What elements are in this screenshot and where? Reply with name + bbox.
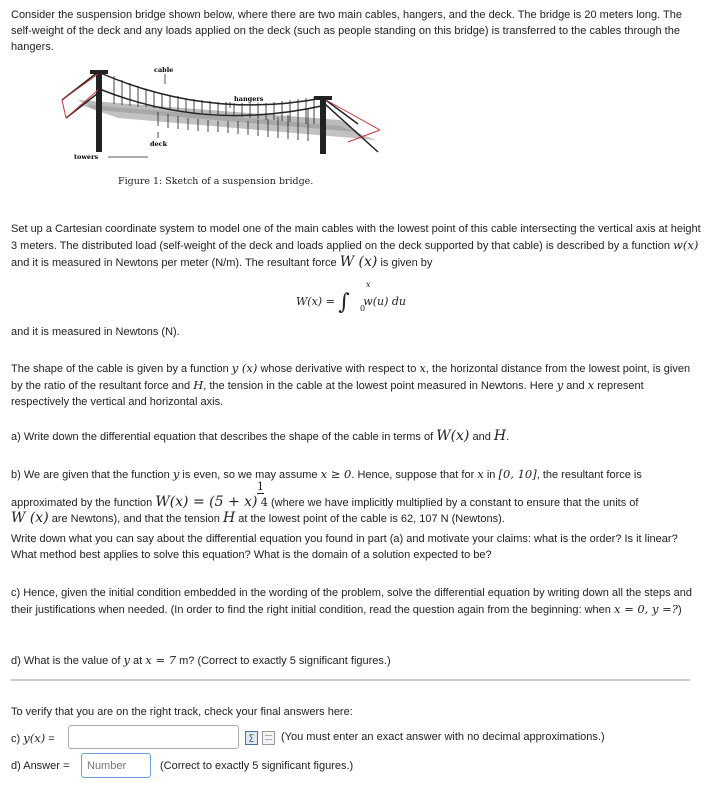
section-divider (11, 679, 690, 681)
answer-d-input[interactable] (81, 753, 151, 778)
math-editor-icon[interactable]: ∑ (245, 731, 258, 745)
answer-c-input[interactable] (68, 725, 239, 749)
label-towers: towers (74, 153, 99, 161)
question-b-line2: approximated by the function W(x) = (5 + x) 4 (where we have implicitly multiplied by a constant to ensure that the units of (11, 494, 639, 510)
intro-text: Consider the suspension bridge shown below, where there are two main cables, hangers, and the deck. The bridge is 20 meters long. The self-weight of the deck and any loads applied on the deck (such as people standing on this bridge) is transferred to the cables through the hangers. (11, 9, 682, 53)
answer-c-note: (You must enter an exact answer with no decimal approximations.) (281, 731, 605, 743)
question-c: c) Hence, given the initial condition embedded in the wording of the problem, solve the differential equation by writing down all the steps and their justifications when needed. (In order to find the right initial condition, read the question again from the beginning: when x = 0, y =?) (11, 587, 692, 616)
exponent-numerator: 1 (257, 480, 264, 493)
label-hangers: hangers (234, 95, 264, 103)
question-a: a) Write down the differential equation that describes the shape of the cable in terms of W(x) and H. (11, 428, 510, 444)
figure-caption: Figure 1: Sketch of a suspension bridge. (118, 176, 314, 187)
question-b-line4: Write down what you can say about the differential equation you found in part (a) and motivate your claims: what is the order? Is it linear? What method best applies to solve this equation? What is the domain of a solution expected to be? (11, 533, 678, 561)
answer-d-label: d) Answer = (11, 760, 70, 772)
question-b-line3: W (x) are Newtons), and that the tension H at the lowest point of the cable is 62, 107 N (Newtons). (11, 510, 505, 526)
measured-text: and it is measured in Newtons (N). (11, 326, 180, 338)
question-d: d) What is the value of y at x = 7 m? (Correct to exactly 5 significant figures.) (11, 653, 391, 667)
suspension-bridge-figure (58, 60, 388, 170)
anchor-left-back (62, 74, 98, 100)
tower-left (96, 70, 102, 152)
shape-paragraph: The shape of the cable is given by a function y (x) whose derivative with respect to x, the horizontal distance from the lowest point, is given by the ratio of the resultant force and H, the tension in the cable at the lowest point measured in Newtons. Here y and x represent respectively the vertical and horizontal axis. (11, 361, 691, 408)
resultant-force-formula: W(x) = ∫ x 0 w(u) du (296, 280, 406, 315)
verify-text: To verify that you are on the right track, check your final answers here: (11, 706, 353, 718)
answer-d-note: (Correct to exactly 5 significant figures.) (160, 760, 354, 772)
label-deck: deck (150, 140, 168, 148)
document-icon[interactable] (262, 731, 275, 745)
setup-paragraph: Set up a Cartesian coordinate system to model one of the main cables with the lowest point of this cable intersecting the vertical axis at height 3 meters. The distributed load (self-weight of the deck and loads applied on the deck supported by that cable) is described by a function w(x) and it is measured in Newtons per meter (N/m). The resultant force W (x) is given by (11, 223, 701, 270)
answer-c-label: c) y(x) = (11, 731, 55, 745)
question-b-line1: b) We are given that the function y is even, so we may assume x ≥ 0. Hence, suppose that for x in [0, 10], the resultant force is (11, 467, 642, 481)
label-cable: cable (154, 66, 174, 74)
